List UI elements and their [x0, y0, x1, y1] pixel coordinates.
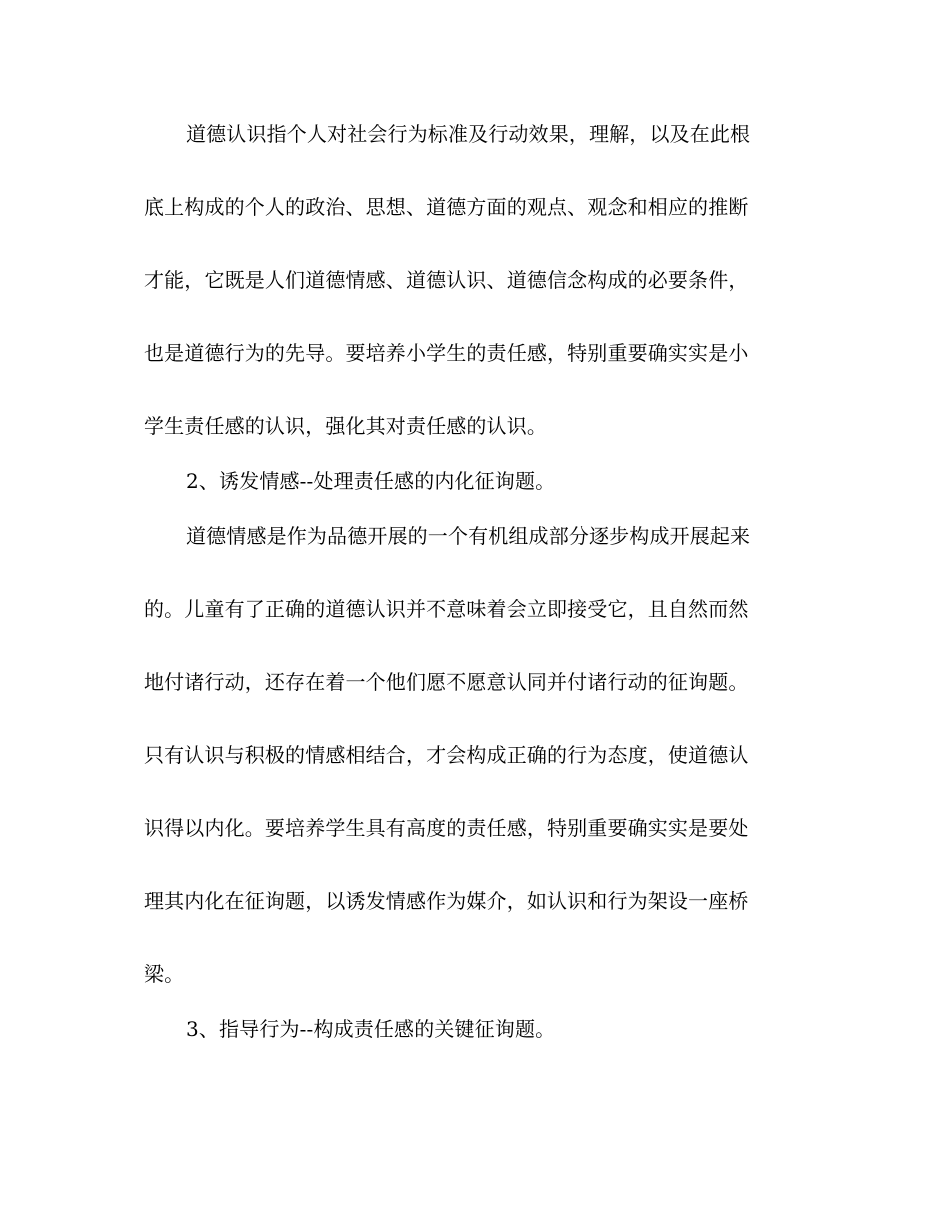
- paragraph-1-line-1: 道德认识指个人对社会行为标准及行动效果，理解，以及在此根: [186, 122, 751, 146]
- paragraph-2-line-2: 的。儿童有了正确的道德认识并不意味着会立即接受它，且自然而然: [144, 597, 749, 621]
- paragraph-2-line-5: 识得以内化。要培养学生具有高度的责任感，特别重要确实实是要处: [144, 816, 749, 840]
- paragraph-1-line-3: 才能，它既是人们道德情感、道德认识、道德信念构成的必要条件，: [144, 268, 749, 292]
- section-heading-2: 2、诱发情感--处理责任感的内化征询题。: [186, 469, 556, 493]
- paragraph-1-line-5: 学生责任感的认识，强化其对责任感的认识。: [144, 414, 547, 438]
- paragraph-2-line-6: 理其内化在征询题，以诱发情感作为媒介，如认识和行为架设一座桥: [144, 889, 749, 913]
- paragraph-2-line-3: 地付诸行动，还存在着一个他们愿不愿意认同并付诸行动的征询题。: [144, 670, 749, 694]
- section-heading-3: 3、指导行为--构成责任感的关键征询题。: [186, 1017, 556, 1041]
- paragraph-1-line-2: 底上构成的个人的政治、思想、道德方面的观点、观念和相应的推断: [144, 195, 749, 219]
- paragraph-2-line-4: 只有认识与积极的情感相结合，才会构成正确的行为态度，使道德认: [144, 743, 749, 767]
- paragraph-2-line-7: 梁。: [144, 962, 185, 986]
- paragraph-1-line-4: 也是道德行为的先导。要培养小学生的责任感，特别重要确实实是小: [144, 341, 749, 365]
- paragraph-2-line-1: 道德情感是作为品德开展的一个有机组成部分逐步构成开展起来: [186, 524, 751, 548]
- document-body: [144, 124, 814, 1039]
